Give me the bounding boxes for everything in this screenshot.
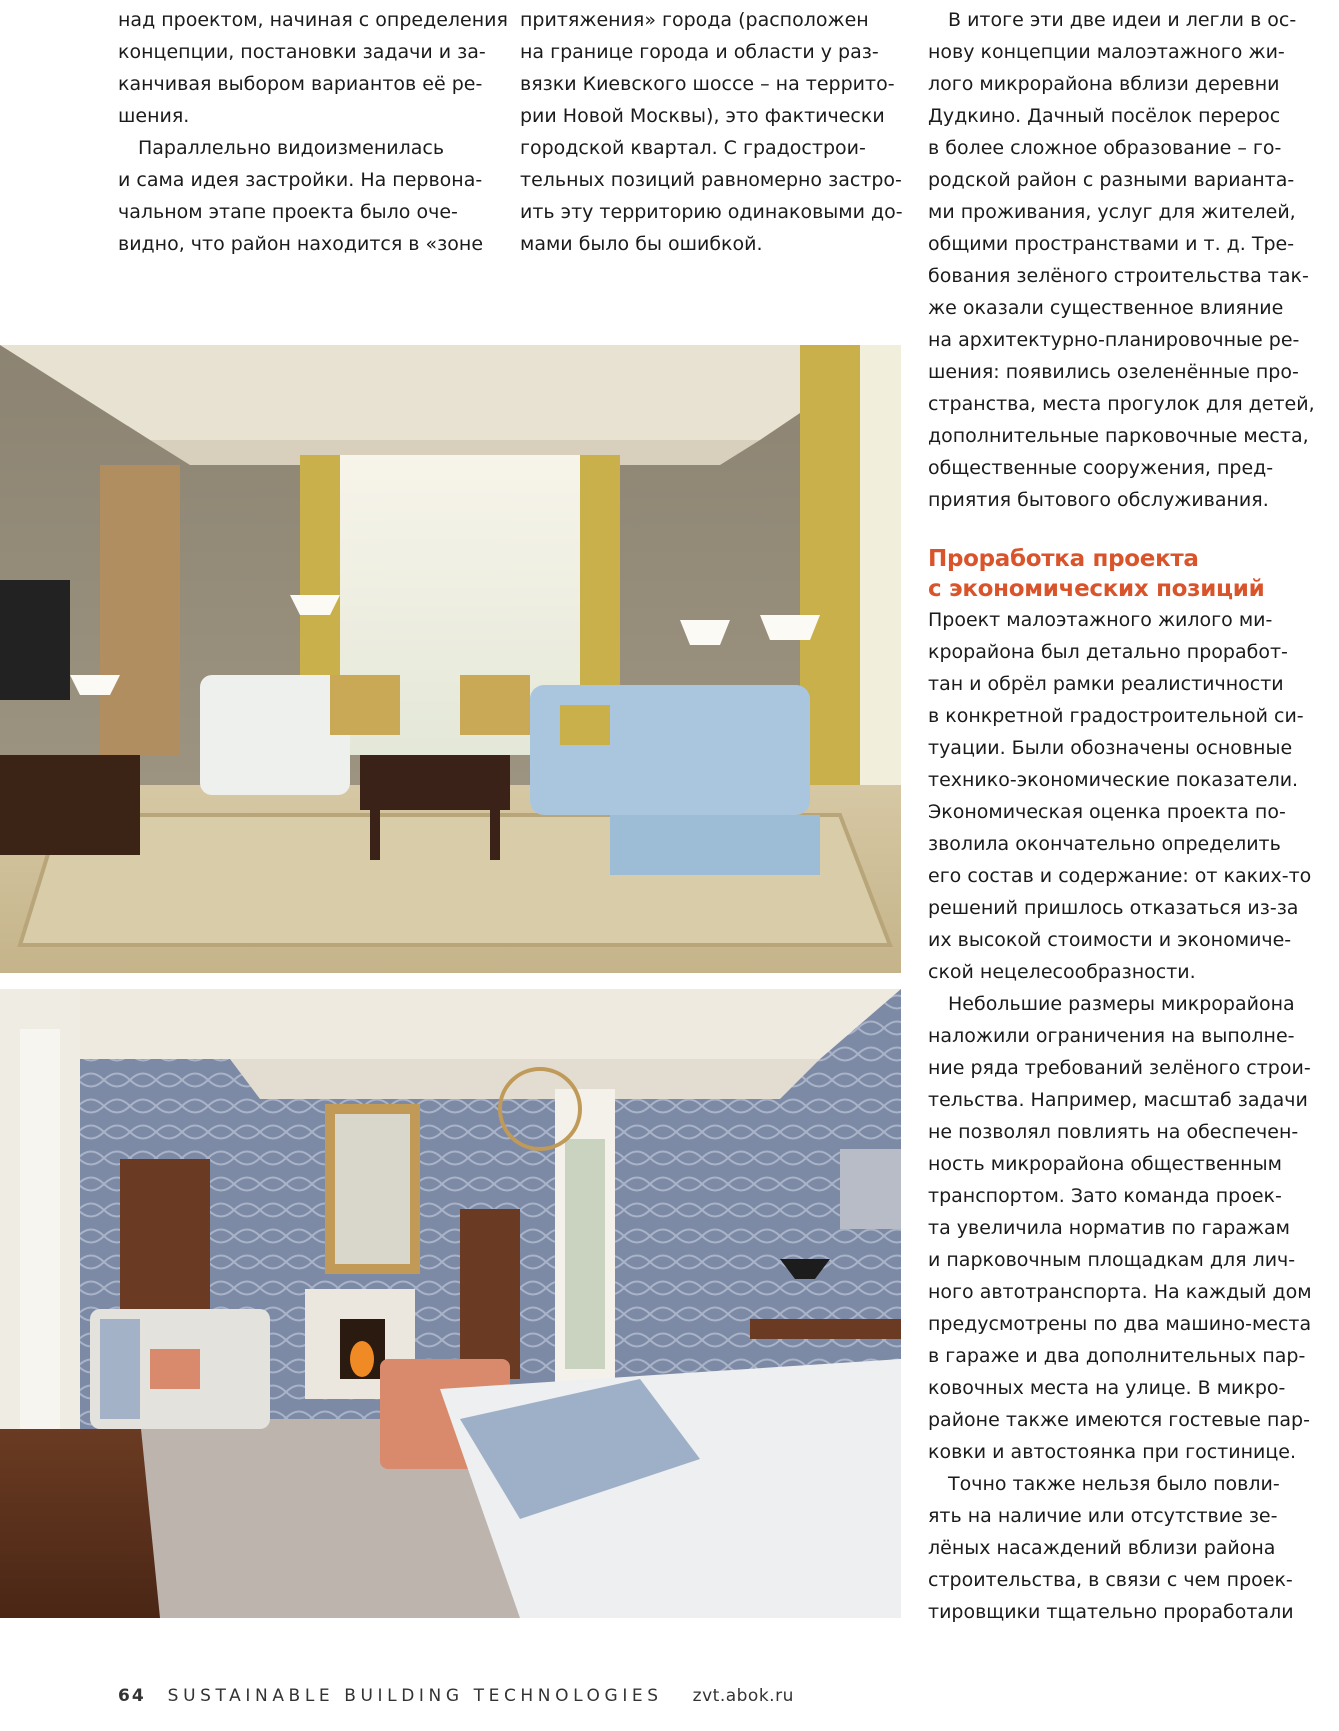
text-line: приятия бытового обслуживания. <box>928 489 1269 511</box>
text-line: В итоге эти две идеи и легли в ос- <box>948 9 1297 31</box>
text-line: тельства. Например, масштаб задачи <box>928 1089 1308 1111</box>
text-line: ние ряда требований зелёного строи- <box>928 1057 1311 1079</box>
text-line: зволила окончательно определить <box>928 833 1281 855</box>
text-line: решений пришлось отказаться из-за <box>928 897 1299 919</box>
text-line: шения. <box>118 105 190 127</box>
text-line: на границе города и области у раз- <box>520 41 879 63</box>
text-line: Дудкино. Дачный посёлок перерос <box>928 105 1281 127</box>
living-room-photo <box>0 345 901 973</box>
text-line: общими пространствами и т. д. Тре- <box>928 233 1295 255</box>
text-line: ковки и автостоянка при гостинице. <box>928 1441 1297 1463</box>
page-number: 64 <box>118 1686 146 1706</box>
text-line: на архитектурно-планировочные ре- <box>928 329 1300 351</box>
text-line: тан и обрёл рамки реалистичности <box>928 673 1284 695</box>
paragraph <box>928 988 1333 1468</box>
text-column-2 <box>520 4 910 260</box>
section-heading <box>928 544 1333 604</box>
text-line: районе также имеются гостевые пар- <box>928 1409 1310 1431</box>
text-line: мами было бы ошибкой. <box>520 233 763 255</box>
text-line: городской квартал. С градострои- <box>520 137 866 159</box>
text-line: Проект малоэтажного жилого ми- <box>928 609 1273 631</box>
paragraph <box>928 604 1333 988</box>
text-line: и сама идея застройки. На первона- <box>118 169 483 191</box>
text-column-3 <box>928 4 1333 1628</box>
text-line: тельных позиций равномерно застро- <box>520 169 902 191</box>
text-line: тировщики тщательно проработали <box>928 1601 1294 1623</box>
text-line: Точно также нельзя было повли- <box>948 1473 1280 1495</box>
text-line: же оказали существенное влияние <box>928 297 1284 319</box>
paragraph <box>928 4 1333 516</box>
text-line: ми проживания, услуг для жителей, <box>928 201 1296 223</box>
heading-line: с экономических позиций <box>928 576 1265 602</box>
text-line: его состав и содержание: от каких-то <box>928 865 1312 887</box>
text-column-1 <box>118 4 508 260</box>
text-line: технико-экономические показатели. <box>928 769 1299 791</box>
text-line: дополнительные парковочные места, <box>928 425 1309 447</box>
text-line: ять на наличие или отсутствие зе- <box>928 1505 1278 1527</box>
text-line: Параллельно видоизменилась <box>138 137 445 159</box>
text-line: Небольшие размеры микрорайона <box>948 993 1295 1015</box>
heading-line: Проработка проекта <box>928 546 1199 572</box>
text-line: над проектом, начиная с определения <box>118 9 508 31</box>
text-line: концепции, постановки задачи и за- <box>118 41 486 63</box>
text-line: шения: появились озеленённые про- <box>928 361 1299 383</box>
text-line: ковочных места на улице. В микро- <box>928 1377 1286 1399</box>
text-line: туации. Были обозначены основные <box>928 737 1293 759</box>
text-line: и парковочным площадкам для лич- <box>928 1249 1296 1271</box>
text-line: ской нецелесообразности. <box>928 961 1196 983</box>
text-line: наложили ограничения на выполне- <box>928 1025 1295 1047</box>
paragraph <box>520 4 910 260</box>
text-line: бования зелёного строительства так- <box>928 265 1309 287</box>
text-line: та увеличила норматив по гаражам <box>928 1217 1291 1239</box>
text-line: лёных насаждений вблизи района <box>928 1537 1276 1559</box>
text-line: крорайона был детально проработ- <box>928 641 1288 663</box>
text-line: рии Новой Москвы), это фактически <box>520 105 885 127</box>
paragraph <box>928 1468 1333 1628</box>
text-line: чальном этапе проекта было оче- <box>118 201 458 223</box>
text-line: вязки Киевского шоссе – на террито- <box>520 73 895 95</box>
text-line: в конкретной градостроительной си- <box>928 705 1304 727</box>
text-line: Экономическая оценка проекта по- <box>928 801 1286 823</box>
magazine-name: SUSTAINABLE BUILDING TECHNOLOGIES <box>167 1686 663 1706</box>
paragraph <box>118 4 508 132</box>
paragraph <box>118 132 498 260</box>
text-line: лого микрорайона вблизи деревни <box>928 73 1280 95</box>
text-line: ность микрорайона общественным <box>928 1153 1282 1175</box>
text-line: родской район с разными варианта- <box>928 169 1295 191</box>
text-line: предусмотрены по два машино-места <box>928 1313 1312 1335</box>
text-line: ного автотранспорта. На каждый дом <box>928 1281 1312 1303</box>
text-line: нову концепции малоэтажного жи- <box>928 41 1285 63</box>
page-footer <box>118 1686 794 1712</box>
text-line: их высокой стоимости и экономиче- <box>928 929 1292 951</box>
text-line: строительства, в связи с чем проек- <box>928 1569 1293 1591</box>
text-line: странства, места прогулок для детей, <box>928 393 1315 415</box>
text-line: притяжения» города (расположен <box>520 9 869 31</box>
text-line: в более сложное образование – го- <box>928 137 1282 159</box>
text-line: видно, что район находится в «зоне <box>118 233 484 255</box>
text-line: транспортом. Зато команда проек- <box>928 1185 1282 1207</box>
text-line: канчивая выбором вариантов её ре- <box>118 73 483 95</box>
text-line: ить эту территорию одинаковыми до- <box>520 201 903 223</box>
text-line: общественные сооружения, пред- <box>928 457 1274 479</box>
text-line: не позволял повлиять на обеспечен- <box>928 1121 1299 1143</box>
bedroom-photo <box>0 989 901 1618</box>
website-url[interactable]: zvt.abok.ru <box>692 1686 794 1706</box>
text-line: в гараже и два дополнительных пар- <box>928 1345 1306 1367</box>
